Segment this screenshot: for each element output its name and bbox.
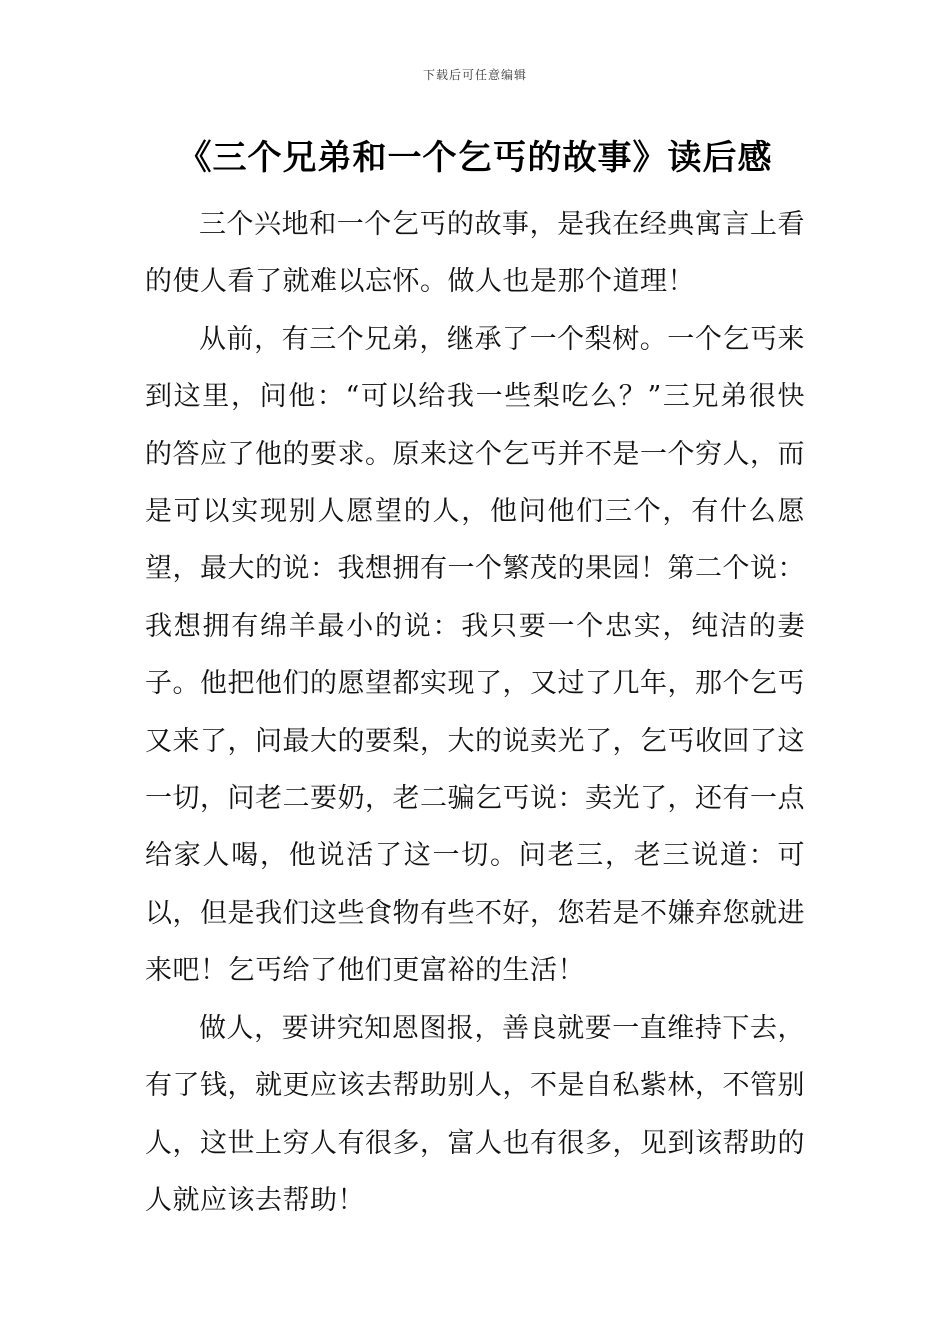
document-body <box>145 196 805 1229</box>
paragraph-reflection: 做人，要讲究知恩图报，善良就要一直维持下去，有了钱，就更应该去帮助别人，不是自私紫林，不管别人，这世上穷人有很多，富人也有很多，见到该帮助的人就应该去帮助！ <box>145 1012 805 1216</box>
document-title: 《三个兄弟和一个乞丐的故事》读后感 <box>177 138 773 178</box>
paragraph-intro: 三个兴地和一个乞丐的故事，是我在经典寓言上看的使人看了就难以忘怀。做人也是那个道理！ <box>145 209 805 298</box>
paragraph-story: 从前，有三个兄弟，继承了一个梨树。一个乞丐来到这里，问他：“可以给我一些梨吃么？”三兄弟很快的答应了他的要求。原来这个乞丐并不是一个穷人，而是可以实现别人愿望的人，他问他们三个，有什么愿望，最大的说：我想拥有一个繁茂的果园！第二个说：我想拥有绵羊最小的说：我只要一个忠实，纯洁的妻子。他把他们的愿望都实现了，又过了几年，那个乞丐又来了，问最大的要梨，大的说卖光了，乞丐收回了这一切，问老二要奶，老二骗乞丐说：卖光了，还有一点给家人喝，他说活了这一切。问老三，老三说道：可以，但是我们这些食物有些不好，您若是不嫌弃您就进来吧！乞丐给了他们更富裕的生活！ <box>145 323 805 987</box>
header-note: 下载后可任意编辑 <box>422 68 527 82</box>
